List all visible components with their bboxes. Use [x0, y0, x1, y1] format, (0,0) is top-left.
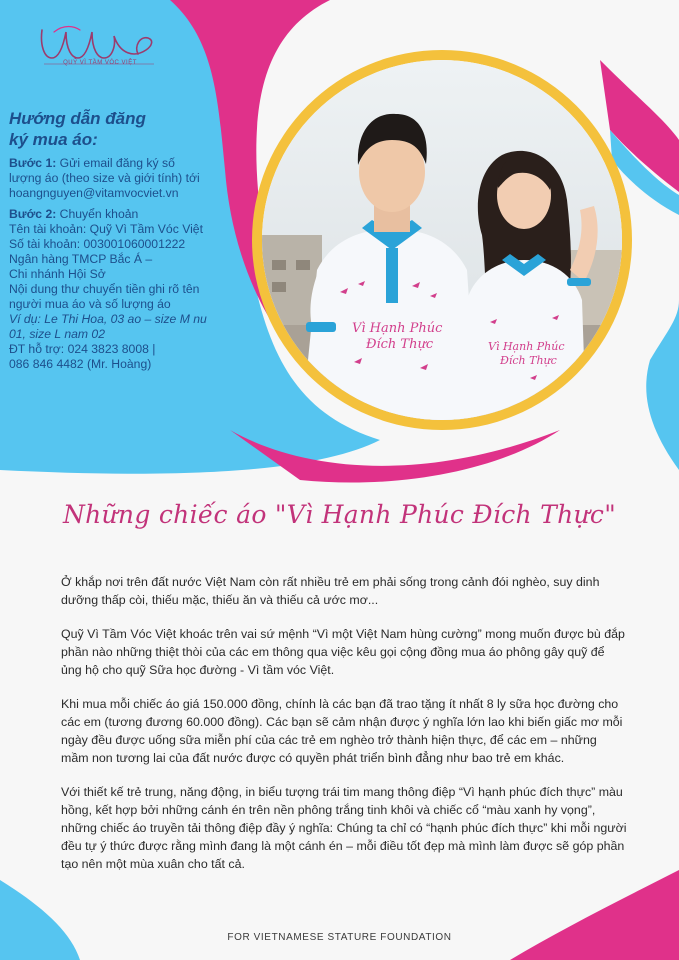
guide-title-line: ký mua áo: [9, 130, 98, 149]
section-heading: Những chiếc áo "Vì Hạnh Phúc Đích Thực" [62, 500, 617, 529]
paragraph: Khi mua mỗi chiếc áo giá 150.000 đồng, chính là các bạn đã trao tặng ít nhất 8 ly sữa học đường cho các em (tương đương 60.000 đồng). Các bạn sẽ cảm nhận được ý nghĩa lớn lao khi biến giấc mơ mỗi ngày đều được uống sữa miễn phí của các trẻ em nghèo trở thành hiện thực, để các em – những mầm non tương lai của đất nước được có quyền phát triển bình đẳng như bao trẻ em khác. [61, 697, 623, 765]
step2-label: Bước 2: [9, 207, 57, 221]
guide-title-line: Hướng dẫn đăng [9, 109, 146, 128]
bank-branch: Chi nhánh Hội Sở [9, 267, 106, 281]
paragraph: Ở khắp nơi trên đất nước Việt Nam còn rất nhiều trẻ em phải sống trong cảnh đói nghèo, suy dinh dưỡng thấp còi, thiếu mặc, thiếu ăn và thiếu cả ước mơ... [61, 575, 600, 607]
article-body [61, 573, 627, 889]
bank-name: Ngân hàng TMCP Bắc Á – [9, 252, 153, 266]
step2-text: Chuyển khoản [56, 207, 139, 221]
account-name: Tên tài khoản: Quỹ Vì Tầm Vóc Việt [9, 222, 203, 236]
shirt-slogan-woman: Vì Hạnh Phúc [488, 340, 565, 353]
purchase-guide [9, 108, 239, 372]
step1-text: Gửi email đăng ký số [56, 156, 175, 170]
models-photo [262, 60, 622, 420]
logo-tagline: QUỸ VÌ TẦM VÓC VIỆT [63, 60, 137, 66]
step1-line [9, 156, 239, 171]
transfer-note: Nội dung thư chuyển tiền ghi rõ tên [9, 282, 200, 296]
shirt-slogan-man: Vì Hạnh Phúc [352, 321, 443, 336]
paragraph: Với thiết kế trẻ trung, năng động, in biểu tượng trái tim mang thông điệp “Vì hạnh phúc đích thực” màu hồng, kết hợp bởi những cánh én trên nền phông trắng tinh khôi và chiếc cổ “màu xanh hy vọng”, những chiếc áo truyền tải thông điệp đầy ý nghĩa: Chúng ta chỉ có “hạnh phúc đích thực” khi mỗi người đều tự ý thức được rằng mình đang là một cánh én – mỗi điều tốt đẹp mà mình làm được sẽ góp phần tạo nên một mùa xuân cho tất cả. [61, 785, 627, 871]
hotline: 086 846 4482 (Mr. Hoàng) [9, 357, 152, 371]
hotline: ĐT hỗ trợ: 024 3823 8008 | [9, 342, 156, 356]
footer-foundation-name: FOR VIETNAMESE STATURE FOUNDATION [227, 932, 452, 943]
shirt-slogan-man-2: Đích Thực [366, 337, 434, 352]
account-number: Số tài khoản: 003001060001222 [9, 237, 186, 251]
order-email: hoangnguyen@vitamvocviet.vn [9, 186, 179, 200]
models-illustration [262, 60, 622, 420]
shirt-slogan-woman-2: Đích Thực [500, 354, 557, 367]
transfer-note: người mua áo và số lượng áo [9, 297, 171, 311]
step1-label: Bước 1: [9, 156, 57, 170]
guide-title [9, 108, 239, 150]
transfer-example: Ví dụ: Le Thi Hoa, 03 ao – size M nu [9, 312, 207, 326]
paragraph: Quỹ Vì Tầm Vóc Việt khoác trên vai sứ mệnh “Vì một Việt Nam hùng cường” mong muốn được bù đắp phần nào những thiệt thòi của các em thông qua việc kêu gọi cộng đồng mua áo phông gây quỹ để ủng hộ cho quỹ Sữa học đường - Vì tầm vóc Việt. [61, 627, 625, 677]
step2-line [9, 207, 239, 222]
transfer-example: 01, size L nam 02 [9, 327, 105, 341]
step1-line: lượng áo (theo size và giới tính) tới [9, 171, 200, 185]
